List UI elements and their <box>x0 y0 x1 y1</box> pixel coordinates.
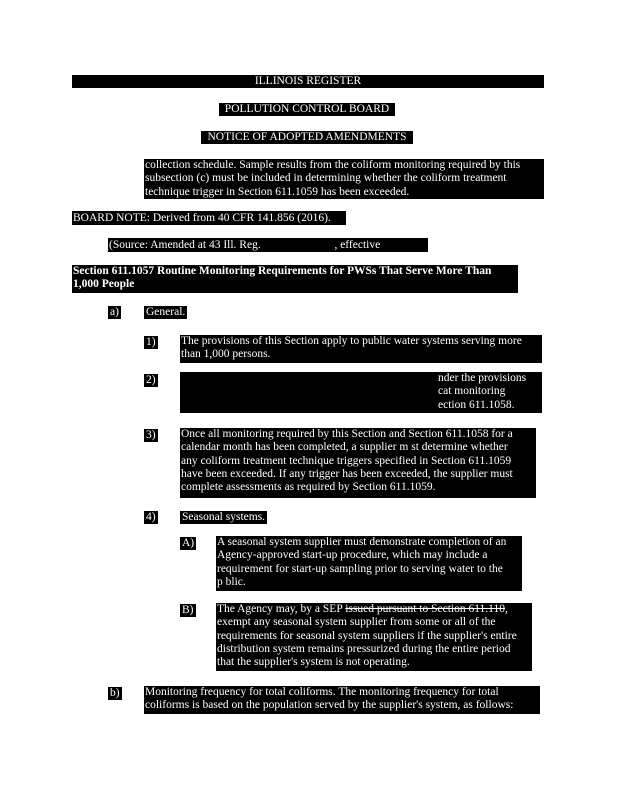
section-heading-line: 1,000 People <box>73 278 135 291</box>
text-line: Once all monitoring required by this Section and Section 611.1058 for a <box>181 428 513 440</box>
text-line: Agency-approved start-up procedure, which may include a <box>217 549 488 562</box>
board-note: BOARD NOTE: Derived from 40 CFR 141.856 (2016). <box>72 211 346 225</box>
item-4-title: Seasonal systems. <box>182 511 266 523</box>
text-line: have been exceeded. If any trigger has been exceeded, the supplier must <box>181 467 513 480</box>
source-prefix: (Source: Amended at 43 Ill. Reg. <box>109 239 261 251</box>
item-4B-label: B) <box>182 604 194 616</box>
sub-b-paragraph <box>144 686 540 714</box>
item-4A-label: A) <box>182 537 195 549</box>
text-line: technique trigger in Section 611.1059 has been exceeded. <box>145 185 410 198</box>
text-line: distribution system remains pressurized during the entire period <box>217 642 511 655</box>
continuation-paragraph <box>144 159 544 199</box>
text-line: complete assessments as required by Section 611.1059. <box>181 481 436 494</box>
text-line: p blic. <box>217 575 246 588</box>
text-line: any coliform treatment technique triggers specified in Section 611.1059 <box>181 454 512 467</box>
register-title: ILLINOIS REGISTER <box>254 75 362 87</box>
text-line: that the supplier's system is not operating. <box>217 656 410 669</box>
text-line: Monitoring frequency for total coliforms. The monitoring frequency for total <box>145 686 499 698</box>
text-line: ection 611.1058. <box>438 398 515 411</box>
text-line: calendar month has been completed, a supplier m st determine whether <box>181 441 508 454</box>
notice-title: NOTICE OF ADOPTED AMENDMENTS <box>201 131 413 144</box>
item-4A-paragraph <box>216 536 522 591</box>
item-3-paragraph <box>180 428 536 498</box>
struck-text: issued pursuant to Section 611.110 <box>345 603 506 615</box>
source-middle: , effective <box>334 239 381 251</box>
section-heading <box>72 265 518 293</box>
text-line: The provisions of this Section apply to public water systems serving more <box>181 335 522 347</box>
header-band <box>72 75 544 87</box>
sub-a-title: General. <box>146 306 186 318</box>
sub-a-label: a) <box>110 306 119 318</box>
text-line: nder the provisions <box>438 372 527 384</box>
text-line: requirement for start-up sampling prior to serving water to the <box>217 562 503 575</box>
item-4B-paragraph <box>216 603 532 671</box>
header-rule-bottom <box>72 87 544 88</box>
text-line: collection schedule. Sample results from the coliform monitoring required by this <box>145 159 521 171</box>
source-line <box>108 238 428 265</box>
sub-b-label: b) <box>110 687 120 699</box>
item-1-paragraph <box>180 335 542 363</box>
item-1-label: 1) <box>146 336 156 348</box>
board-title: POLLUTION CONTROL BOARD <box>219 103 395 116</box>
text-line: A seasonal system supplier must demonstrate completion of an <box>217 536 507 548</box>
text-line: coliforms is based on the population served by the supplier's system, as follows: <box>145 699 514 712</box>
text-line: than 1,000 persons. <box>181 348 271 361</box>
text-line: subsection (c) must be included in determining whether the coliform treatment <box>145 172 507 185</box>
item-4-label: 4) <box>146 511 156 523</box>
item-2-label: 2) <box>146 374 156 386</box>
text-line: exempt any seasonal system supplier from some or all of the <box>217 616 496 629</box>
item-3-label: 3) <box>146 429 156 441</box>
source-suffix: ) <box>169 253 174 265</box>
section-heading-line: Section 611.1057 Routine Monitoring Requirements for PWSs That Serve More Than <box>73 265 492 277</box>
text-line: requirements for seasonal system suppliers if the supplier's entire <box>217 629 517 642</box>
item-2-paragraph <box>180 372 542 413</box>
text-line: The Agency may, by a SEP issued pursuant to Section 611.110, <box>217 603 508 615</box>
text-line: cat monitoring <box>438 385 506 398</box>
